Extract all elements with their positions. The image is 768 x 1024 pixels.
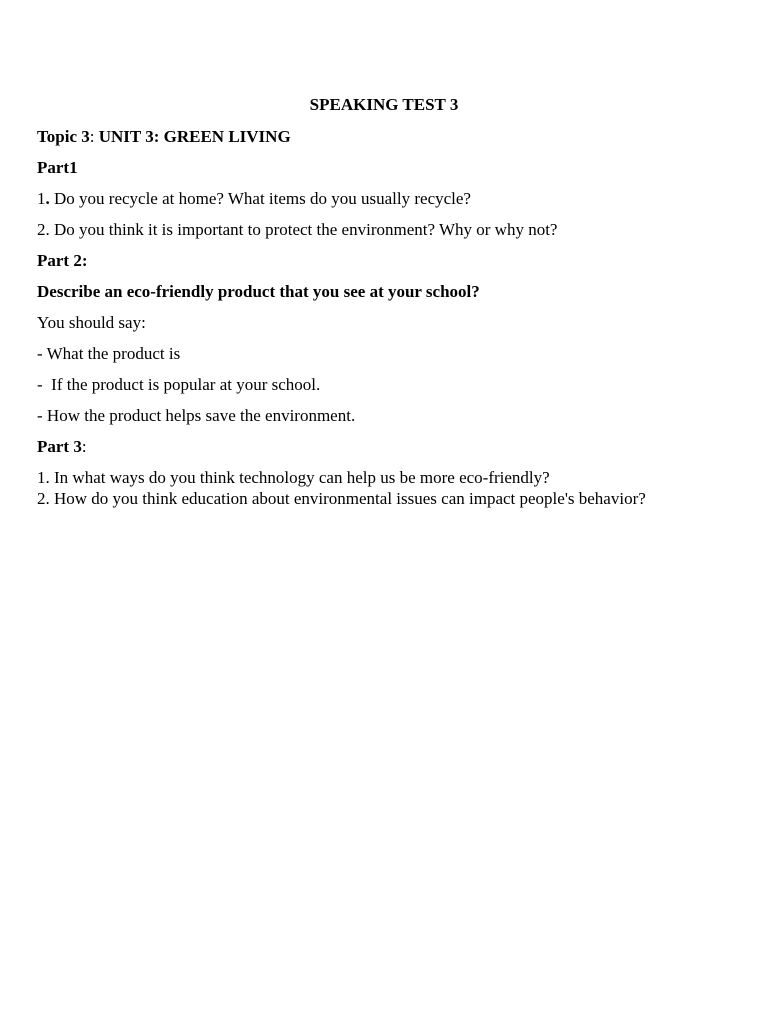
- part2-should-say: You should say:: [37, 313, 146, 332]
- part3-heading: Part 3: [37, 437, 82, 456]
- document-title: SPEAKING TEST 3: [309, 95, 459, 114]
- topic-line: [37, 127, 737, 147]
- part2-bullet: - How the product helps save the environment.: [37, 406, 356, 425]
- part1-q1-number: 1: [37, 189, 46, 208]
- part2-prompt: Describe an eco-friendly product that you see at your school?: [37, 282, 480, 301]
- part1-heading: Part1: [37, 158, 78, 177]
- topic-label: Topic 3: [37, 127, 90, 146]
- document-page: [37, 94, 737, 509]
- part3-question-1: 1. In what ways do you think technology can help us be more eco-friendly?: [37, 468, 550, 487]
- part1-q1-dot: .: [45, 189, 50, 208]
- topic-value: UNIT 3: GREEN LIVING: [98, 127, 291, 146]
- part1-question-1: [37, 189, 737, 209]
- part3-heading-line: [37, 437, 737, 457]
- part3-colon: :: [81, 437, 87, 456]
- part3-question-2: 2. How do you think education about environmental issues can impact people's behavior?: [37, 489, 646, 508]
- part1-question-2: 2. Do you think it is important to protect the environment? Why or why not?: [37, 220, 558, 239]
- part2-bullet: - If the product is popular at your school.: [37, 375, 321, 394]
- topic-colon: :: [89, 127, 99, 146]
- part2-bullet: - What the product is: [37, 344, 181, 363]
- part2-heading: Part 2:: [37, 251, 88, 270]
- part1-q1-text: Do you recycle at home? What items do you usually recycle?: [49, 189, 471, 208]
